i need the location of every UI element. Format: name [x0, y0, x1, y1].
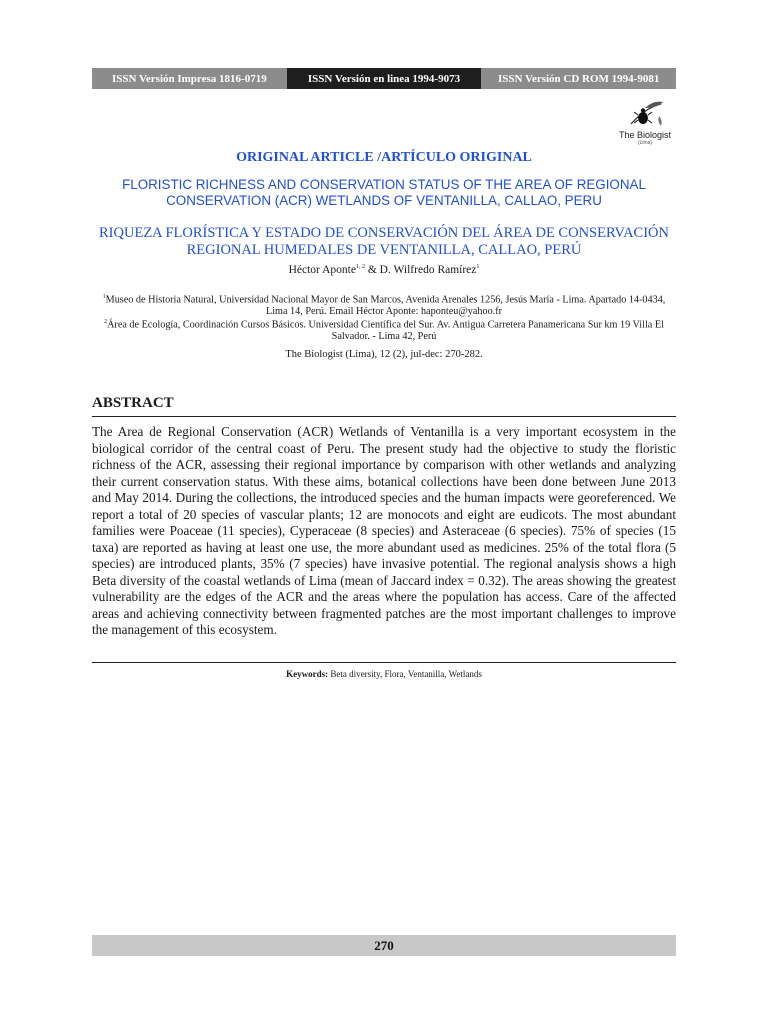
- title-spanish: RIQUEZA FLORÍSTICA Y ESTADO DE CONSERVACIÓN DEL ÁREA DE CONSERVACIÓN REGIONAL HUMEDALES DE VENTANILLA, CALLAO, PERÚ: [99, 225, 669, 258]
- title-english: FLORISTIC RICHNESS AND CONSERVATION STATUS OF THE AREA OF REGIONAL CONSERVATION (ACR) WETLANDS OF VENTANILLA, CALLAO, PERU: [122, 177, 646, 208]
- author-1-name: Héctor Aponte: [288, 264, 356, 276]
- keywords: [0, 669, 768, 679]
- keywords-list: Beta diversity, Flora, Ventanilla, Wetlands: [328, 669, 482, 679]
- author-separator: &: [364, 264, 380, 276]
- logo-subtitle: (Lima): [637, 140, 653, 146]
- authors: [0, 264, 768, 276]
- author-1-affil: 1, 2: [355, 264, 365, 271]
- abstract-top-rule: [92, 416, 676, 417]
- affiliation-2-text: Área de Ecología, Coordinación Cursos Básicos. Universidad Científica del Sur. Av. Antigua Carretera Panamericana Sur km 19 Villa El Salvador. - Lima 42, Perú: [107, 319, 664, 343]
- keywords-label: Keywords:: [286, 669, 329, 679]
- page-number: 270: [374, 937, 394, 953]
- page-number-bar: [92, 935, 676, 956]
- affiliation-2: [92, 316, 676, 343]
- citation: The Biologist (Lima), 12 (2), jul-dec: 270-282.: [285, 349, 483, 360]
- beetle-logo-icon: [623, 98, 667, 130]
- affiliation-1-text: Museo de Historia Natural, Universidad Nacional Mayor de San Marcos, Avenida Arenales 1256, Jesús María - Lima. Apartado 14-0434, Lima 14, Perú. Email Héctor Aponte: haponteu@yahoo.fr: [105, 294, 666, 318]
- issn-print: ISSN Versión Impresa 1816-0719: [111, 72, 267, 85]
- issn-bar: [92, 68, 676, 89]
- affiliation-2-number: 2: [104, 319, 108, 325]
- issn-online: ISSN Versión en linea 1994-9073: [287, 68, 482, 89]
- affiliation-1: [92, 291, 676, 318]
- logo-name: The Biologist: [618, 130, 672, 140]
- article-type: ORIGINAL ARTICLE /ARTÍCULO ORIGINAL: [236, 150, 532, 165]
- journal-logo: [610, 98, 680, 148]
- issn-cdrom: ISSN Versión CD ROM 1994-9081: [498, 72, 660, 85]
- affiliation-1-number: 1: [102, 294, 106, 300]
- abstract-body: The Area de Regional Conservation (ACR) Wetlands of Ventanilla is a very important ecosystem in the biological corridor of the central coast of Peru. The present study had the objective to study the floristic richness of the ACR, assessing their regional importance by comparison with other wetlands and analyzing their current conservation status. With these aims, botanical collections have been done between June 2013 and May 2014. During the collections, the introduced species and the human impacts were georeferenced. We report a total of 20 species of vascular plants; 12 are monocots and eight are eudicots. The most abundant families were Poaceae (11 species), Cyperaceae (8 species) and Asteraceae (6 species). 75% of species (15 taxa) are reported as having at least one use, the more abundant used as medicines. 25% of the total flora (5 species) are introduced plants, 35% (7 species) have invasive potential. The regional analysis shows a high Beta diversity of the coastal wetlands of Lima (mean of Jaccard index = 0.32). The areas showing the greatest vulnerability are the edges of the ACR and the areas where the population has access. Care of the affected areas and achieving connectivity between fragmented patches are the most important challenges to improve the management of this ecosystem.: [92, 424, 676, 637]
- author-2-affil: 1: [476, 264, 480, 271]
- author-2-name: D. Wilfredo Ramírez: [379, 264, 477, 276]
- abstract-bottom-rule: [92, 662, 676, 663]
- abstract-heading: ABSTRACT: [92, 395, 174, 411]
